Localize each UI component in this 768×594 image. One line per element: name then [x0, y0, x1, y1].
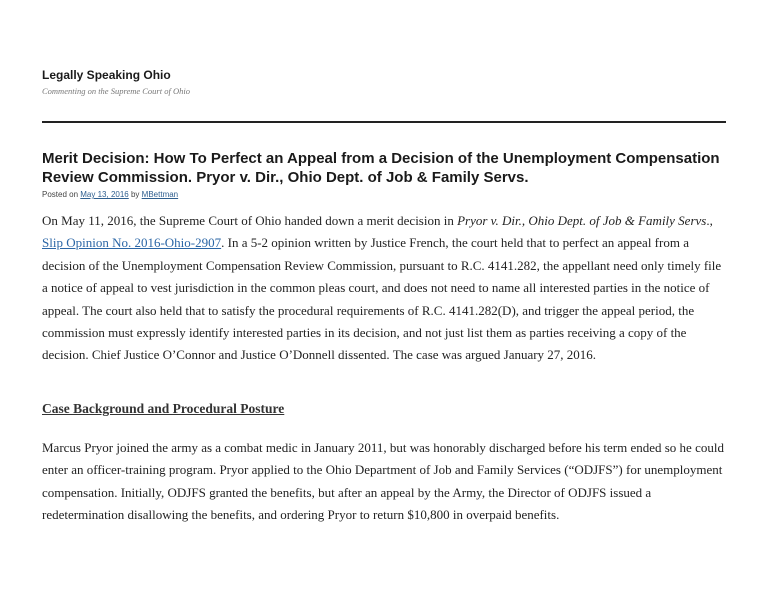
background-paragraph: Marcus Pryor joined the army as a combat medic in January 2011, but was honorably discharged before his term ended so he could enter an officer-training program. Pryor applied to the Ohio Department of Job and Family Services (“ODJFS”) for unemployment compensation. Initially, ODJFS granted the benefits, but after an appeal by the Army, the Director of ODJFS issued a redetermination disallowing the benefits, and ordering Pryor to return $10,800 in overpaid benefits.	[42, 440, 724, 523]
post-date-link[interactable]: May 13, 2016	[80, 190, 129, 199]
posted-on-label: Posted on	[42, 190, 79, 199]
site-tagline: Commenting on the Supreme Court of Ohio	[42, 86, 190, 96]
section-heading: Case Background and Procedural Posture	[42, 401, 285, 416]
by-label: by	[130, 190, 140, 199]
intro-text-2: .,	[706, 213, 713, 228]
intro-paragraph	[42, 210, 726, 367]
site-title[interactable]: Legally Speaking Ohio	[42, 68, 171, 82]
header-divider	[42, 121, 726, 123]
site-header	[42, 66, 726, 97]
intro-text-1: On May 11, 2016, the Supreme Court of Ohio handed down a merit decision in	[42, 213, 458, 228]
intro-text-3: . In a 5-2 opinion written by Justice French, the court held that to perfect an appeal from a decision of the Unemployment Compensation Review Commission, pursuant to R.C. 4141.282, the appellant need only timely file a notice of appeal to vest jurisdiction in the common pleas court, and does not need to name all interested parties in the notice of appeal. The court also held that to satisfy the procedural requirements of R.C. 4141.282(D), and trigger the appeal period, the commission must expressly identify interested parties in its decision, and not just list them as parties receiving a copy of the decision. Chief Justice O’Connor and Justice O’Donnell dissented. The case was argued January 27, 2016.	[42, 235, 722, 363]
post-title: Merit Decision: How To Perfect an Appeal from a Decision of the Unemployment Compensation Review Commission. Pryor v. Dir., Ohio Dept. of Job & Family Servs.	[42, 150, 720, 186]
post-meta	[42, 190, 178, 200]
author-link[interactable]: MBettman	[141, 190, 179, 199]
case-name: Pryor v. Dir., Ohio Dept. of Job & Family Servs	[457, 213, 707, 228]
slip-opinion-link[interactable]: Slip Opinion No. 2016-Ohio-2907	[42, 235, 222, 251]
